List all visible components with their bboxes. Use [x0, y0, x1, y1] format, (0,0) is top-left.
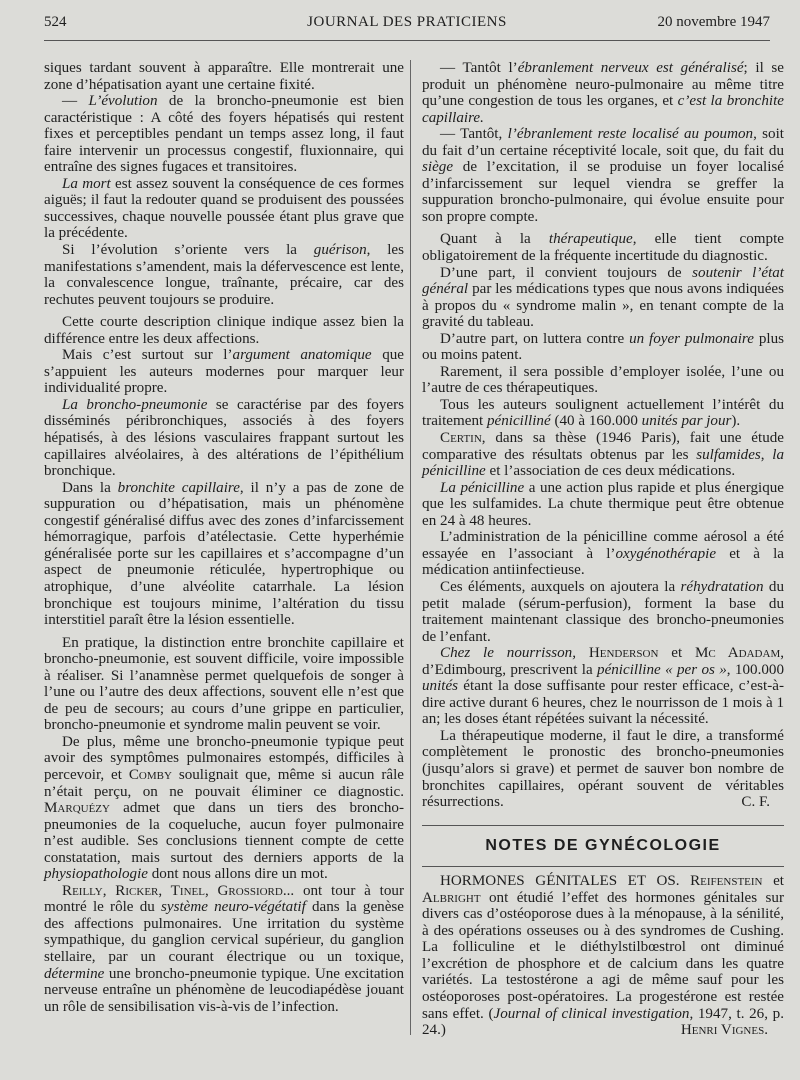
- paragraph: Tous les auteurs soulignent actuellement l’intérêt du traitement pénicilliné (40 à 160.000 unités par jour).: [422, 396, 784, 430]
- paragraph: Ces éléments, auxquels on ajoutera la réhydratation du petit malade (sérum-perfusion), forment la base du traitement maintenant classique des broncho-pneumonies de l’enfant.: [422, 578, 784, 645]
- page-number: 524: [44, 14, 67, 30]
- author-signature: Henri Vignes.: [680, 1022, 768, 1039]
- header-rule: [44, 40, 770, 41]
- paragraph: — Tantôt, l’ébranlement reste localisé au poumon, soit du fait d’un certaine réceptivité locale, soit que, du fait du siège de l’excitation, il se produise un foyer localisé d’infarcissement sur lequel viendra se greffer la suppuration broncho-pulmonaire, qui évolue ensuite pour son propre compte.: [422, 126, 784, 225]
- paragraph: La broncho-pneumonie se caractérise par des foyers disséminés péribronchiques, associés à des foyers hépatisés, à des lésions vasculaires frappant surtout les capillaires alvéolaires, à des altérations de l’épithélium bronchique.: [44, 396, 404, 480]
- column-divider: [410, 60, 411, 1035]
- paragraph: Cette courte description clinique indique assez bien la différence entre les deux affections.: [44, 314, 404, 347]
- paragraph: Rarement, il sera possible d’employer isolée, l’une ou l’autre de ces thérapeutiques.: [422, 363, 784, 397]
- author-initials: C. F.: [741, 794, 770, 811]
- paragraph: Reilly, Ricker, Tinel, Grossiord... ont tour à tour montré le rôle du système neuro-végétatif dans la genèse des affections pulmonaires. Une irritation du système sympathique, du ganglion cervical supérieur, du ganglion stellaire, par un courant électrique ou un toxique, détermine une broncho-pneumonie typique. Une excitation nerveuse entraîne un phénomène de leucodiapédèse jouant un rôle de sensibilisation vis-à-vis de l’infection.: [44, 882, 404, 1015]
- right-column: [422, 60, 784, 1039]
- paragraph: Mais c’est surtout sur l’argument anatomique que s’appuient les auteurs modernes pour marquer leur individualité propre.: [44, 347, 404, 397]
- paragraph: HORMONES GÉNITALES ET OS. Reifenstein et Albright ont étudié l’effet des hormones génitales sur divers cas d’ostéoporose dues à la ménopause, à la sénilité, à des opérations osseuses ou à des syndromes de Cushing. La folliculine et le diéthylstilbœstrol ont diminué l’excrétion de phosphore et de calcium dans les quatre variétés. La testostérone a agi de même sauf pour les ostéoporoses post-opératoires. La progestérone est restée sans effet. (Journal of clinical investigation, 1947, t. 26, p. 24.) Henri Vignes.: [422, 873, 785, 1039]
- paragraph: — L’évolution de la broncho-pneumonie est bien caractéristique : A côté des foyers hépatisés qui restent fixes et perceptibles pendant un temps assez long, il faut faire intervenir un processus congestif, fluxionnaire, qui entraîne des signes fugaces et transitoires.: [44, 93, 404, 176]
- paragraph: D’autre part, on luttera contre un foyer pulmonaire plus ou moins patent.: [422, 330, 784, 364]
- section-title: NOTES DE GYNÉCOLOGIE: [422, 825, 784, 868]
- journal-title: JOURNAL DES PRATICIENS: [307, 14, 507, 30]
- paragraph: De plus, même une broncho-pneumonie typique peut avoir des symptômes pulmonaires estompés, difficiles à percevoir, et Comby soulignait que, même si aucun râle n’était perçu, on ne pouvait éliminer ce diagnostic. Marquézy admet que dans un tiers des broncho-pneumonies de la coqueluche, aucun foyer pulmonaire n’est audible. Ses conclusions tiennent compte de cette constatation, mais surtout des derniers apports de la physiopathologie dont nous allons dire un mot.: [44, 733, 404, 883]
- page-header: [44, 14, 770, 42]
- paragraph: Si l’évolution s’oriente vers la guérison, les manifestations s’amendent, mais la défervescence est lente, la convalescence longue, traînante, précaire, car des rechutes peuvent toujours se produire.: [44, 242, 404, 308]
- paragraph: Certin, dans sa thèse (1946 Paris), fait une étude comparative des résultats obtenus par les sulfamides, la pénicilline et l’association de ces deux médications.: [422, 430, 785, 480]
- paragraph: siques tardant souvent à apparaître. Elle montrerait une zone d’hépatisation ayant une certaine fixité.: [44, 60, 404, 93]
- article-title: HORMONES GÉNITALES ET OS.: [440, 873, 680, 890]
- paragraph: D’une part, il convient toujours de soutenir l’état général par les médications types que nous avons indiquées à propos du « syndrome malin », en tenant compte de la gravité du tableau.: [422, 264, 785, 331]
- paragraph: La pénicilline a une action plus rapide et plus énergique que les sulfamides. La chute thermique peut être obtenue en 24 à 48 heures.: [422, 479, 784, 529]
- paragraph: L’administration de la pénicilline comme aérosol a été essayée en l’associant à l’oxygénothérapie et à la médication antiinfectieuse.: [422, 529, 784, 579]
- left-column: [44, 60, 404, 1015]
- paragraph: Chez le nourrisson, Henderson et Mc Adadam, d’Edimbourg, prescrivent la pénicilline « per os », 100.000 unités étant la dose suffisante pour rester efficace, c’est-à-dire active durant 6 heures, chez le nourrisson de 1 mois à 1 an; les doses étant répétées suivant la nécessité.: [422, 645, 785, 728]
- issue-date: 20 novembre 1947: [657, 14, 770, 30]
- paragraph: Dans la bronchite capillaire, il n’y a pas de zone de suppuration ou d’hépatisation, mais un phénomène congestif généralisé diffus avec des zones d’infarcissement hémorragique, parfois d’atélectasie. Cette hyperhémie généralisée porte sur les capillaires et s’accompagne d’un aspect de pneumonie réticulée, hypertrophique ou atrophique, d’une alvéolite catarrhale. La lésion bronchique est toujours minime, l’altération du tissu interstitiel paraît être la lésion essentielle.: [44, 479, 405, 629]
- paragraph: En pratique, la distinction entre bronchite capillaire et broncho-pneumonie, est souvent difficile, voire impossible à réaliser. Si l’anamnèse permet quelquefois de songer à l’une ou l’autre des deux affections, souvent elle n’est que de peu de secours; au cours d’une grippe en particulier, broncho-pneumonie et syndrome malin peuvent se voir.: [44, 634, 404, 734]
- paragraph: La mort est assez souvent la conséquence de ces formes aiguës; il faut la redouter quand se produisent des poussées successives, chaque nouvelle poussée étant plus grave que la précédente.: [44, 175, 405, 242]
- paragraph: Quant à la thérapeutique, elle tient compte obligatoirement de la fréquente incertitude du diagnostic.: [422, 231, 784, 265]
- paragraph: — Tantôt l’ébranlement nerveux est généralisé; il se produit un phénomène neuro-pulmonaire au même titre qu’une congestion de tous les organes, et c’est la bronchite capillaire.: [422, 60, 784, 126]
- paragraph: La thérapeutique moderne, il faut le dire, a transformé complètement le pronostic des broncho-pneumonies (jusqu’alors si grave) et permet de sauver bon nombre de bronchites capillaires, opérant souvent de véritables résurrections. C. F.: [422, 727, 784, 811]
